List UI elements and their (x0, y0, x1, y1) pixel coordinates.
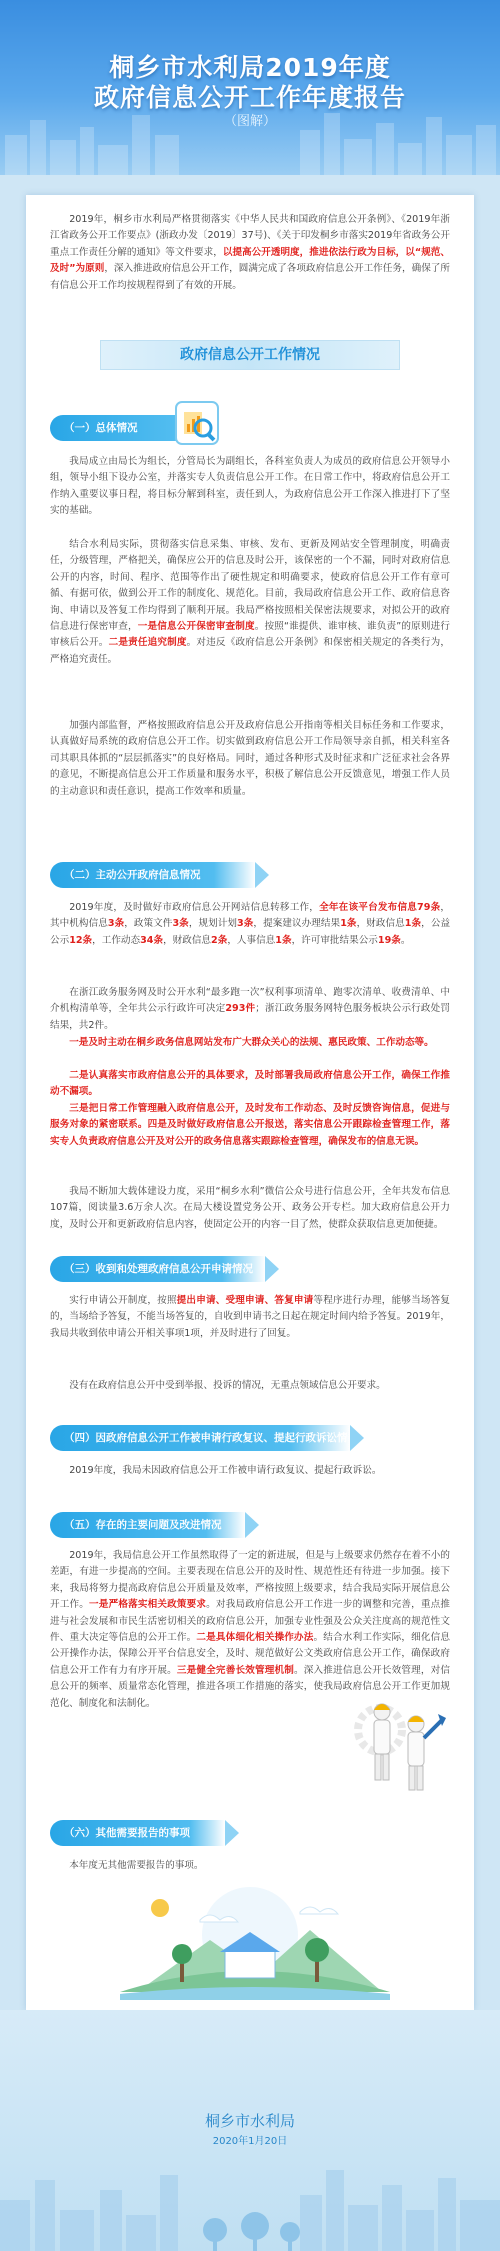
page-title-line2: 政府信息公开工作年度报告 (93, 83, 406, 112)
section-heading-problems: （五）存在的主要问题及改进情况 (50, 1512, 245, 1538)
s4-paragraph-1: 2019年度，我局未因政府信息公开工作被申请行政复议、提起行政诉讼。 (69, 1465, 382, 1476)
s2-paragraph-2: 在浙江政务服务网及时公开水利“最多跑一次”权利事项清单、跑零次清单、收费清单、中介机构清单等，全年共公示行政许可决定293件；浙江政务服务网特色服务板块公示行政处罚结果，共2件。 (50, 987, 451, 1031)
s1-paragraph-3: 加强内部监督，严格按照政府信息公开及政府信息公开指南等相关目标任务和工作要求，认真做好局系统的政府信息公开工作。切实做到政府信息公开工作局领导亲自抓，相关科室各司其职具体抓的“层层抓落实”的良好格局。同时，通过各种形式及时征求和广泛征求社会各界的意见，不断提高信息公开工作质量和服务水平，积极了解信息公开反馈意见，增强工作人员的主动意识和责任意识，提高工作效率和质量。 (50, 720, 450, 797)
section-heading-proactive: （二）主动公开政府信息情况 (50, 862, 255, 888)
section-heading-overview: （一）总体情况 (50, 415, 205, 441)
footer (0, 2010, 500, 2251)
s6-paragraph-1: 本年度无其他需要报告的事项。 (69, 1860, 204, 1871)
section-heading-review: （四）因政府信息公开工作被申请行政复议、提起行政诉讼情况 (50, 1425, 350, 1451)
section-heading-requests: （三）收到和处理政府信息公开申请情况 (50, 1256, 265, 1282)
section-banner: 政府信息公开工作情况 (100, 340, 400, 370)
s2-paragraph-1: 2019年度，及时做好市政府信息公开网站信息转移工作，全年在该平台发布信息79条，其中机构信息3条，政策文件3条，规划计划3条，提案建议办理结果1条，财政信息1条，公益公示12条，工作动态34条，财政信息2条，人事信息1条，许可审批结果公示19条。 (50, 902, 451, 946)
magnifier-chart-icon (172, 398, 222, 448)
workers-gear-illustration (350, 1690, 450, 1800)
s2-paragraph-3: 一是及时主动在桐乡政务信息网站发布广大群众关心的法规、惠民政策、工作动态等。 (69, 1037, 434, 1048)
section-heading-other: （六）其他需要报告的事项 (50, 1820, 225, 1846)
s3-paragraph-1: 实行申请公开制度，按照提出申请、受理申请、答复申请等程序进行办理，能够当场答复的，当场给予答复，不能当场答复的，自收到申请书之日起在规定时间内给予答复。2019年，我局共收到依申请公开相关事项1项，并及时进行了回复。 (50, 1295, 451, 1339)
footer-skyline-illustration (0, 2160, 500, 2251)
page-title-line1: 桐乡市水利局2019年度 (109, 53, 391, 82)
footer-organization: 桐乡市水利局 (204, 2112, 295, 2130)
s3-paragraph-2: 没有在政府信息公开中受到举报、投诉的情况，无重点领域信息公开要求。 (69, 1380, 386, 1391)
page-subtitle: （图解） (223, 114, 276, 129)
footer-date: 2020年1月20日 (212, 2136, 288, 2147)
nature-scene-illustration (100, 1880, 400, 2000)
s1-paragraph-1: 我局成立由局长为组长，分管局长为副组长，各科室负责人为成员的政府信息公开领导小组，领导小组下设办公室，并落实专人负责信息公开工作。在日常工作中，将政府信息公开工作纳入重要议事日程，将目标分解到科室，责任到人，为政府信息公开工作深入推进打下了坚实的基础。 (50, 456, 450, 517)
s5-paragraph-1: 2019年，我局信息公开工作虽然取得了一定的新进展，但是与上级要求仍然存在着不小的差距，有进一步提高的空间。主要表现在信息公开的及时性、规范性还有待进一步加强。接下来，我局将努力提高政府信息公开质量及效率，严格按照上级要求，结合我局实际开展信息公开工作。一是严格落实相关政策要求。对我局政府信息公开工作进一步的调整和完善，重点推进与社会发展和市民生活密切相关的政府信息公开，加强专业性强及公众关注度高的规范性文件、重大决定等信息的公开工作。二是具体细化相关操作办法。结合水利工作实际，细化信息公开操作办法，保障公开平台信息安全，及时、规范做好公文类政府信息公开工作，确保政府信息公开工作有力有序开展。三是健全完善长效管理机制。深入推进信息公开长效管理，对信息公开的频率、质量常态化管理，推进各项工作措施的落实，使我局政府信息公开工作更加规范化、制度化和法制化。 (50, 1550, 451, 1709)
s2-paragraph-5: 三是把日常工作管理融入政府信息公开，及时发布工作动态、及时反馈咨询信息，促进与服务对象的紧密联系。四是及时做好政府信息公开报送，落实信息公开跟踪检查管理工作，落实专人负责政府信息公开及对公开的政务信息落实跟踪检查管理，确保发布的信息无误。 (50, 1103, 450, 1147)
header-banner (0, 0, 500, 175)
intro-paragraph: 2019年，桐乡市水利局严格贯彻落实《中华人民共和国政府信息公开条例》、《2019年浙江省政务公开工作要点》(浙政办发〔2019〕37号)、《关于印发桐乡市落实2019年省政务公开重点工作责任分解的通知》等文件要求，以提高公开透明度，推进依法行政为目标，以“规范、及时”为原则，深入推进政府信息公开工作，圆满完成了各项政府信息公开工作任务，确保了所有信息公开工作均按规程得到了有效的开展。 (50, 214, 450, 291)
s2-paragraph-6: 我局不断加大载体建设力度，采用“桐乡水利”微信公众号进行信息公开，全年共发布信息107篇，阅读量3.6万余人次。在局大楼设置党务公开、政务公开专栏。加大政府信息公开力度，及时公开和更新政府信息内容，使固定公开的内容一目了然，使群众获取信息更加便捷。 (50, 1186, 450, 1230)
s1-paragraph-2: 结合水利局实际，贯彻落实信息采集、审核、发布、更新及网站安全管理制度，明确责任，分级管理，严格把关，确保应公开的信息及时公开，该保密的一个不漏，同时对政府信息公开的内容，时间、程序、范围等作出了硬性规定和明确要求，使政府信息公开工作有章可循、有据可依，做到公开工作的制度化、规范化。目前，我局政府信息公开工作、政府信息咨询、申请以及答复工作均得到了顺利开展。我局严格按照相关保密法规要求，对拟公开的政府信息进行保密审查，一是信息公开保密审查制度。按照“谁提供、谁审核、谁负责”的原则进行审核后公开。二是责任追究制度。对违反《政府信息公开条例》和保密相关规定的各类行为，严格追究责任。 (50, 539, 451, 665)
s2-paragraph-4: 二是认真落实市政府信息公开的具体要求，及时部署我局政府信息公开工作，确保工作推动不漏项。 (50, 1070, 450, 1098)
